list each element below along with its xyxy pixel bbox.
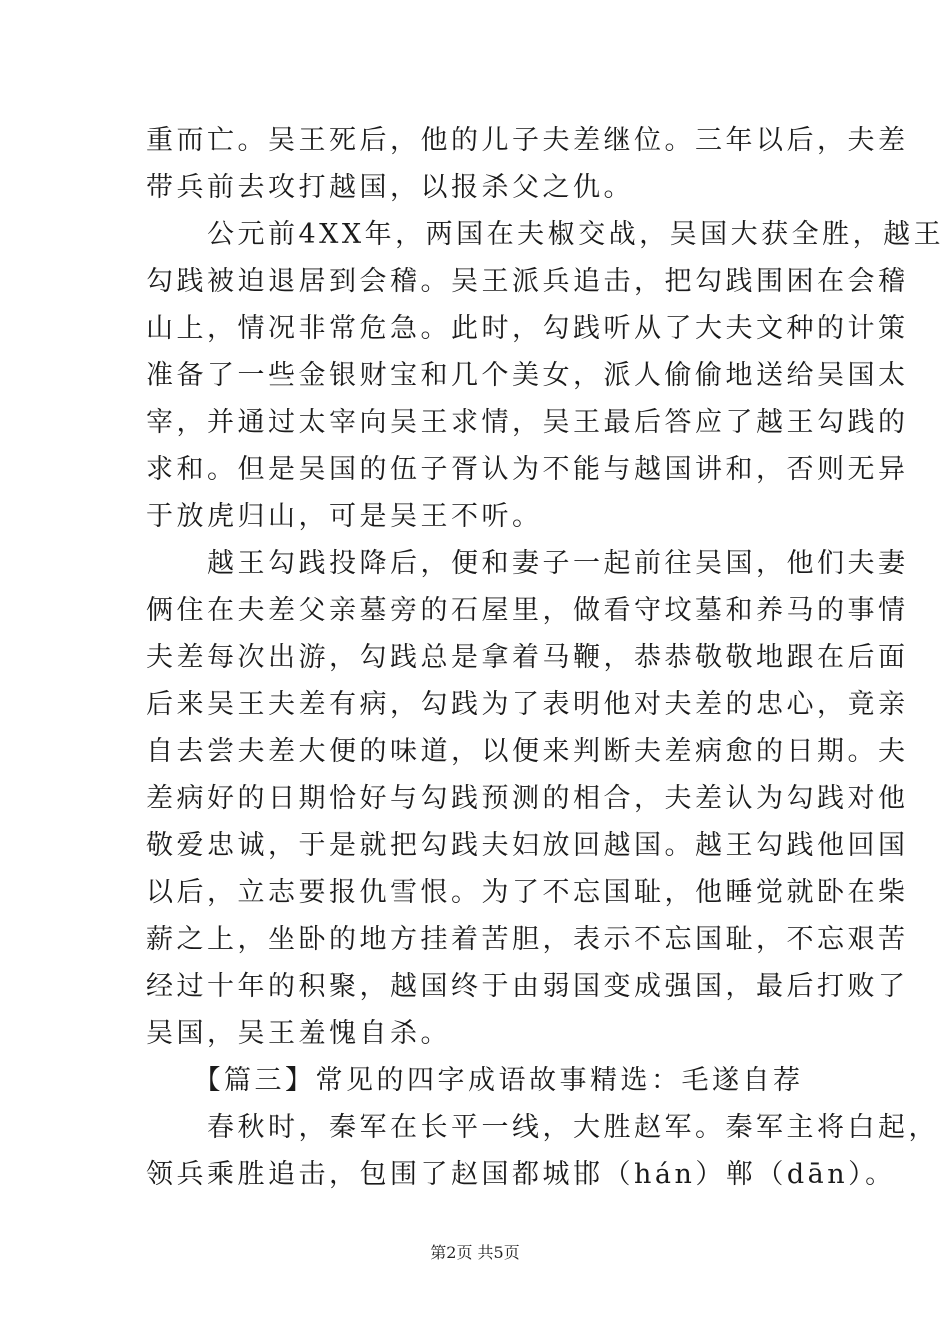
- text-line: 经过十年的积聚，越国终于由弱国变成强国，最后打败了: [146, 971, 909, 1002]
- text-line: 吴国，吴王羞愧自杀。: [146, 1018, 451, 1049]
- page-number-footer: 第2页 共5页: [430, 1243, 520, 1262]
- text-line: 于放虎归山，可是吴王不听。: [146, 501, 543, 532]
- section-heading: 【篇三】常见的四字成语故事精选：毛遂自荐: [146, 1065, 804, 1096]
- text-line: 宰，并通过太宰向吴王求情，吴王最后答应了越王勾践的: [146, 407, 909, 438]
- text-line: 差病好的日期恰好与勾践预测的相合，夫差认为勾践对他: [146, 783, 909, 814]
- text-line: 以后，立志要报仇雪恨。为了不忘国耻，他睡觉就卧在柴: [146, 877, 909, 908]
- text-line: 薪之上，坐卧的地方挂着苦胆，表示不忘国耻，不忘艰苦: [146, 924, 909, 955]
- text-line: 准备了一些金银财宝和几个美女，派人偷偷地送给吴国太: [146, 360, 909, 391]
- text-line: 重而亡。吴王死后，他的儿子夫差继位。三年以后，夫差: [146, 125, 909, 156]
- text-line: 春秋时，秦军在长平一线，大胜赵军。秦军主将白起，: [146, 1112, 939, 1143]
- text-line: 俩住在夫差父亲墓旁的石屋里，做看守坟墓和养马的事情: [146, 595, 909, 626]
- text-line: 敬爱忠诚，于是就把勾践夫妇放回越国。越王勾践他回国: [146, 830, 909, 861]
- text-line: 求和。但是吴国的伍子胥认为不能与越国讲和，否则无异: [146, 454, 909, 485]
- text-line: 勾践被迫退居到会稽。吴王派兵追击，把勾践围困在会稽: [146, 266, 909, 297]
- text-line: 自去尝夫差大便的味道，以便来判断夫差病愈的日期。夫: [146, 736, 909, 767]
- text-line: 山上，情况非常危急。此时，勾践听从了大夫文种的计策: [146, 313, 909, 344]
- text-line: 后来吴王夫差有病，勾践为了表明他对夫差的忠心，竟亲: [146, 689, 909, 720]
- text-line: 公元前4XX年，两国在夫椒交战，吴国大获全胜，越王: [146, 219, 945, 250]
- text-line: 越王勾践投降后，便和妻子一起前往吴国，他们夫妻: [146, 548, 909, 579]
- text-line: 夫差每次出游，勾践总是拿着马鞭，恭恭敬敬地跟在后面: [146, 642, 909, 673]
- text-line: 领兵乘胜追击，包围了赵国都城邯（hán）郸（dān）。: [146, 1159, 896, 1190]
- text-line: 带兵前去攻打越国，以报杀父之仇。: [146, 172, 634, 203]
